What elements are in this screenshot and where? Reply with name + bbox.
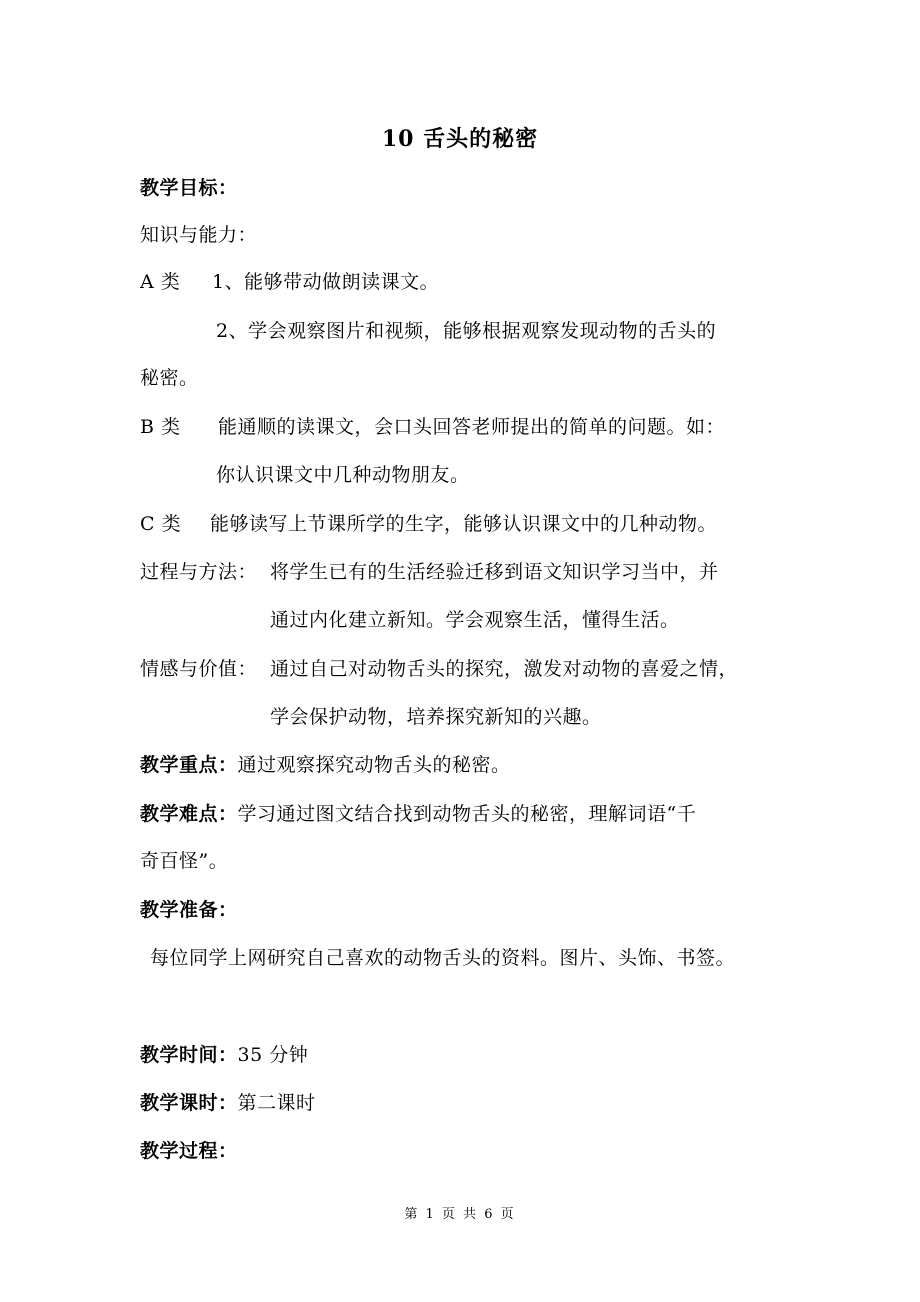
class-b-line2: 你认识课文中几种动物朋友。 [216,464,470,486]
objectives-heading-text: 教学目标： [140,177,238,199]
procedure-heading-text: 教学过程： [140,1140,238,1162]
emotion-line1: 通过自己对动物舌头的探究，激发对动物的喜爱之情， [270,658,739,680]
page-footer: 第 1 页 共 6 页 [404,1207,516,1222]
teaching-period [140,1090,316,1116]
knowledge-heading: 知识与能力： [140,224,258,246]
preparation-label: 教学准备： [140,899,238,921]
class-b-label: B 类 [140,416,181,438]
class-c-label: C 类 [140,513,182,535]
key-point [140,752,511,778]
class-a-label: A 类 [140,271,181,293]
key-point-label: 教学重点： [140,754,238,776]
emotion-line2: 学会保护动物，培养探究新知的兴趣。 [270,706,602,728]
teaching-period-label: 教学课时： [140,1092,238,1114]
preparation-text: 每位同学上网研究自己喜欢的动物舌头的资料。图片、头饰、书签。 [150,947,736,969]
difficulty-label: 教学难点： [140,803,238,825]
teaching-period-text: 第二课时 [237,1092,316,1114]
process-label: 过程与方法： [140,561,258,583]
difficulty-line1: 学习通过图文结合找到动物舌头的秘密，理解词语“千 [237,803,697,825]
process-line2: 通过内化建立新知。学会观察生活，懂得生活。 [270,609,680,631]
document-title: 10 舌头的秘密 [381,126,539,152]
class-a-item1: 1、能够带动做朗读课文。 [212,271,440,293]
preparation-heading [140,897,238,923]
process-line1: 将学生已有的生活经验迁移到语文知识学习当中，并 [270,561,719,583]
difficulty-line2: 奇百怪”。 [140,850,229,872]
class-b-line1: 能通顺的读课文，会口头回答老师提出的简单的问题。如： [218,416,726,438]
teaching-time-label: 教学时间： [140,1044,238,1066]
teaching-time-text: 35 分钟 [237,1044,309,1066]
class-a-item2-line1: 2、学会观察图片和视频，能够根据观察发现动物的舌头的 [216,320,717,342]
teaching-time [140,1042,308,1068]
key-point-text: 通过观察探究动物舌头的秘密。 [237,754,511,776]
class-a-item2-line2: 秘密。 [140,367,199,389]
procedure-heading [140,1138,238,1164]
emotion-label: 情感与价值： [140,658,258,680]
class-c-line1: 能够读写上节课所学的生字，能够认识课文中的几种动物。 [210,513,718,535]
difficulty [140,801,696,827]
objectives-heading [140,175,238,201]
